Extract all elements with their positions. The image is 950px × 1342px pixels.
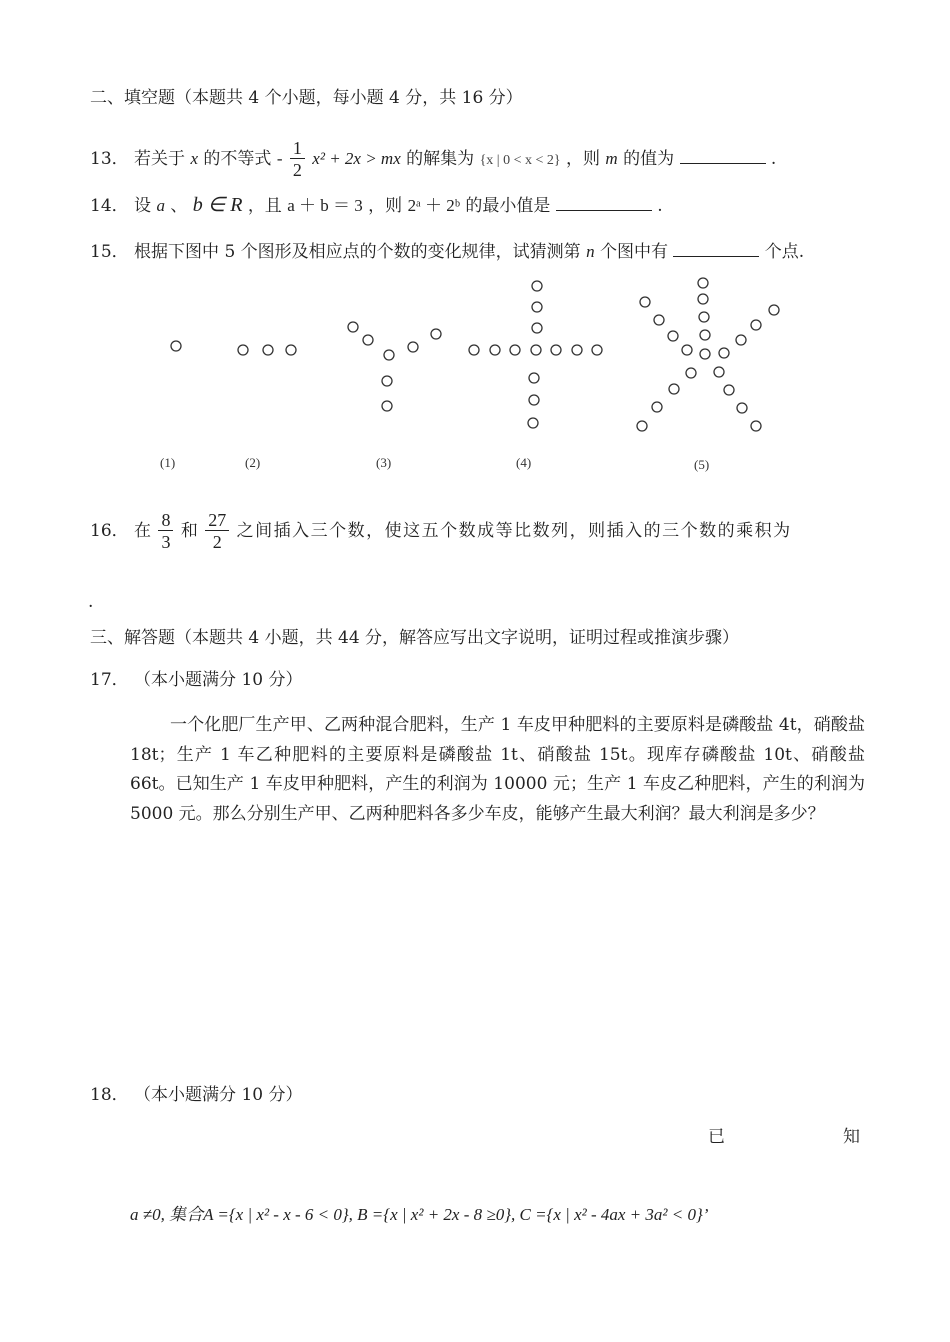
figure-4-dot: [529, 373, 539, 383]
q17-header: [90, 668, 303, 692]
q18-header: [90, 1083, 303, 1107]
question-13: [90, 138, 776, 181]
figure-3-dot: [382, 376, 392, 386]
figure-4-dot: [532, 302, 542, 312]
q14-text: 的最小值是: [465, 196, 551, 216]
figure-3-dot: [431, 329, 441, 339]
figure-3-caption: (3): [376, 455, 392, 470]
q15-text: 根据下图中 5 个图形及相应点的个数的变化规律，试猜测第: [134, 242, 581, 262]
q13-var-x: x: [190, 149, 198, 168]
figure-4-dot: [551, 345, 561, 355]
q13-frac-den: 2: [292, 160, 302, 180]
figure-3-dot: [382, 401, 392, 411]
q16-f1-den: 3: [161, 532, 171, 552]
figure-5-dot: [699, 312, 709, 322]
q16-f2-num: 27: [205, 510, 229, 531]
q15-number: 15．: [90, 242, 129, 262]
q13-answer-blank[interactable]: [680, 147, 766, 164]
q14-text: ，且: [247, 196, 282, 216]
q13-text: 的值为: [623, 149, 675, 169]
q16-fraction-1: [158, 510, 173, 553]
question-15: [90, 240, 804, 264]
figure-4-dot: [469, 345, 479, 355]
figure-5-dot: [668, 331, 678, 341]
figure-1-caption: (1): [160, 455, 176, 470]
q18-score: （本小题满分 10 分）: [134, 1085, 303, 1105]
section3-title: 三、解答题（本题共 4 小题，共 44 分，解答应写出文字说明，证明过程或推演步骤）: [90, 628, 740, 648]
q16-f2-den: 2: [212, 532, 222, 552]
figure-5-dot: [637, 421, 647, 431]
q16-text: 之间插入三个数，使这五个数成等比数列，则插入的三个数的乘积为: [236, 521, 792, 541]
figure-5-dot: [724, 385, 734, 395]
figure-5-dot: [736, 335, 746, 345]
figure-3-dot: [384, 350, 394, 360]
figure-5-dot: [640, 297, 650, 307]
figure-5-dot: [669, 384, 679, 394]
figure-5-dot: [751, 320, 761, 330]
figure-4-dot: [592, 345, 602, 355]
q14-sum: a ＋ b ＝ 3: [287, 196, 363, 215]
figure-5-caption: (5): [694, 457, 710, 472]
figure-4-dot: [572, 345, 582, 355]
q16-number: 16．: [90, 521, 129, 541]
figure-4-dot: [532, 281, 542, 291]
q14-var-a: a: [156, 196, 165, 215]
q15-answer-blank[interactable]: [673, 240, 759, 257]
figure-3-dot: [348, 322, 358, 332]
q13-expression: x² + 2x > mx: [312, 149, 401, 168]
q16-text: 在: [134, 521, 152, 541]
figure-5-dot: [751, 421, 761, 431]
q14-text: 设: [134, 196, 152, 216]
q14-text: ，则: [368, 196, 403, 216]
figure-5-dot: [652, 402, 662, 412]
q13-fraction: [290, 138, 305, 181]
figure-4-dot: [531, 345, 541, 355]
figure-5-dot: [737, 403, 747, 413]
q16-f1-num: 8: [158, 510, 173, 531]
q18-word-2: 知: [843, 1127, 860, 1147]
figure-3-dot: [363, 335, 373, 345]
figure-4-dot: [529, 395, 539, 405]
q13-text: 若关于: [134, 149, 186, 169]
figure-5-dot: [714, 367, 724, 377]
q14-answer-blank[interactable]: [556, 194, 652, 211]
q18-sets-line: a ≠0, 集合A ={x | x² - x - 6 < 0}, B ={x | x² + 2x - 8 ≥0}, C ={x | x² - 4ax + 3a² < 0}’: [130, 1205, 709, 1224]
figure-5-dot: [698, 294, 708, 304]
figure-5-dot: [698, 278, 708, 288]
q13-var-m: m: [605, 149, 618, 168]
q16-tail: .: [88, 592, 94, 612]
figure-5-dot: [686, 368, 696, 378]
q13-text: 的解集为: [406, 149, 475, 169]
q17-score: （本小题满分 10 分）: [134, 670, 303, 690]
q13-number: 13．: [90, 149, 129, 169]
q13-solution-set: {x | 0 < x < 2}: [479, 153, 561, 168]
figure-2-caption: (2): [245, 455, 261, 470]
question-14: [90, 193, 663, 218]
q17-body: 一个化肥厂生产甲、乙两种混合肥料，生产 1 车皮甲种肥料的主要原料是磷酸盐 4t，硝酸盐 18t；生产 1 车乙种肥料的主要原料是磷酸盐 1t、硝酸盐 15t。现库存磷酸盐 10t、硝酸盐 66t。已知生产 1 车皮甲种肥料，产生的利润为 10000 元；生产 1 车皮乙种肥料，产生的利润为 5000 元。那么分别生产甲、乙两种肥料各多少车皮，能够产生最大利润？最大利润是多少？: [130, 715, 865, 824]
q13-period: .: [770, 149, 777, 169]
q15-var-n: n: [586, 242, 595, 261]
figure-4-dot: [510, 345, 520, 355]
figure-3-dot: [408, 342, 418, 352]
section2-title: 二、填空题（本题共 4 个小题，每小题 4 分，共 16 分）: [90, 88, 523, 108]
figure-4-dot: [532, 323, 542, 333]
q14-text: 、: [170, 196, 188, 216]
q14-period: .: [657, 196, 663, 216]
figure-5-dot: [769, 305, 779, 315]
q13-frac-num: 1: [290, 138, 305, 159]
q15-text: 个图中有: [599, 242, 668, 262]
figure-5-dot: [700, 330, 710, 340]
figure-5-dot: [700, 349, 710, 359]
q14-number: 14．: [90, 196, 129, 216]
q18-number: 18．: [90, 1085, 129, 1105]
q13-minus: -: [276, 149, 283, 168]
figure-2-dot: [238, 345, 248, 355]
figure-2-dot: [286, 345, 296, 355]
figure-2-dot: [263, 345, 273, 355]
figure-4-dot: [528, 418, 538, 428]
figure-5-dot: [654, 315, 664, 325]
figure-1-dot: [171, 341, 181, 351]
q18-word-1: 已: [708, 1127, 725, 1147]
q14-power-expr: 2ᵃ ＋ 2ᵇ: [407, 196, 460, 215]
q15-text: 个点.: [764, 242, 805, 262]
figure-4-caption: (4): [516, 455, 532, 470]
q13-text: 的不等式: [203, 149, 272, 169]
figure-5-dot: [682, 345, 692, 355]
q14-expr-b: b ∈ R: [192, 194, 243, 216]
figure-4-dot: [490, 345, 500, 355]
q16-text: 和: [180, 521, 198, 541]
q15-dot-figures: [0, 270, 950, 480]
question-16: [90, 510, 792, 553]
q13-text: ，则: [566, 149, 601, 169]
figure-5-dot: [719, 348, 729, 358]
q17-number: 17．: [90, 670, 129, 690]
q16-fraction-2: [205, 510, 229, 553]
